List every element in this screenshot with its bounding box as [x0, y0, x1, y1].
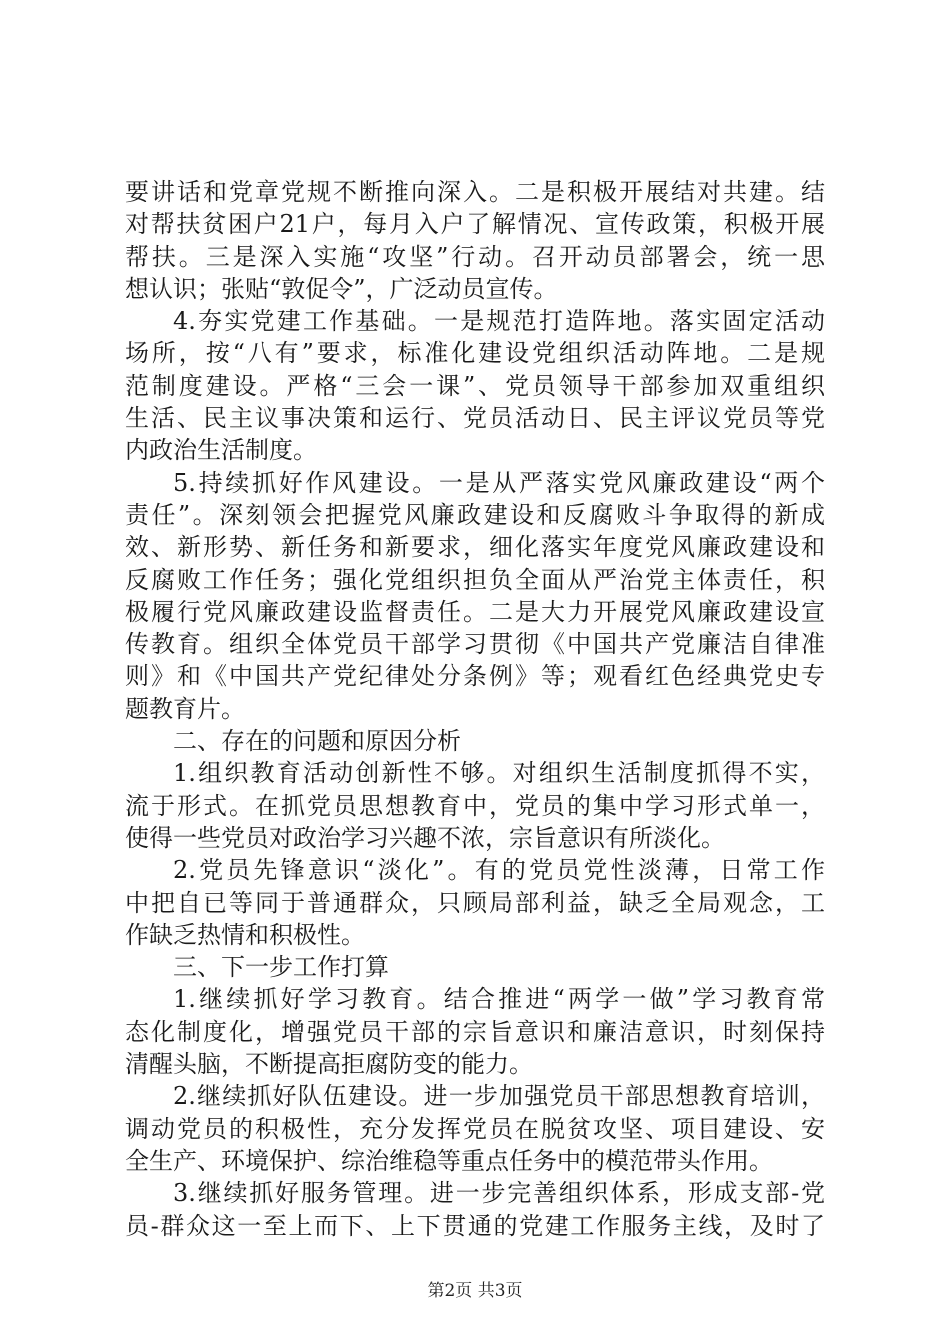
text-line: 4.夯实党建工作基础。一是规范打造阵地。落实固定活动 [173, 307, 825, 336]
text-line: 1.继续抓好学习教育。结合推进“两学一做”学习教育常 [173, 985, 825, 1014]
text-line: 员-群众这一至上而下、上下贯通的党建工作服务主线，及时了 [125, 1211, 825, 1240]
text-line: 3.继续抓好服务管理。进一步完善组织体系，形成支部-党 [173, 1179, 825, 1208]
text-line: 调动党员的积极性，充分发挥党员在脱贫攻坚、项目建设、安 [125, 1114, 825, 1143]
text-line: 则》和《中国共产党纪律处分条例》等；观看红色经典党史专 [125, 662, 825, 691]
text-line: 想认识；张贴“敦促令”，广泛动员宣传。 [125, 274, 558, 303]
page-footer: 第2页 共3页 [427, 1281, 523, 1301]
text-line: 责任”。深刻领会把握党风廉政建设和反腐败斗争取得的新成 [125, 500, 825, 529]
text-line: 反腐败工作任务；强化党组织担负全面从严治党主体责任，积 [125, 565, 825, 594]
text-line: 要讲话和党章党规不断推向深入。二是积极开展结对共建。结 [125, 178, 825, 206]
document-body [125, 176, 825, 1242]
text-line: 极履行党风廉政建设监督责任。二是大力开展党风廉政建设宣 [125, 597, 825, 626]
text-line: 场所，按“八有”要求，标准化建设党组织活动阵地。二是规 [125, 339, 825, 368]
text-line: 2.继续抓好队伍建设。进一步加强党员干部思想教育培训， [173, 1082, 825, 1111]
text-line: 帮扶。三是深入实施“攻坚”行动。召开动员部署会，统一思 [125, 242, 825, 271]
text-line: 对帮扶贫困户21户，每月入户了解情况、宣传政策，积极开展 [125, 210, 825, 239]
text-line: 内政治生活制度。 [125, 436, 317, 465]
text-line: 5.持续抓好作风建设。一是从严落实党风廉政建设“两个 [173, 468, 825, 497]
text-line: 传教育。组织全体党员干部学习贯彻《中国共产党廉洁自律准 [125, 630, 825, 659]
text-line: 三、下一步工作打算 [173, 953, 389, 982]
text-line: 中把自已等同于普通群众，只顾局部利益，缺乏全局观念，工 [125, 888, 825, 917]
text-line: 1.组织教育活动创新性不够。对组织生活制度抓得不实， [173, 759, 825, 788]
text-line: 2.党员先锋意识“淡化”。有的党员党性淡薄，日常工作 [173, 856, 825, 885]
text-line: 作缺乏热情和积极性。 [125, 920, 365, 949]
text-line: 生活、民主议事决策和运行、党员活动日、民主评议党员等党 [125, 404, 825, 433]
text-line: 使得一些党员对政治学习兴趣不浓，宗旨意识有所淡化。 [125, 823, 725, 852]
text-line: 效、新形势、新任务和新要求，细化落实年度党风廉政建设和 [125, 533, 825, 562]
text-line: 流于形式。在抓党员思想教育中，党员的集中学习形式单一， [125, 791, 825, 820]
text-line: 全生产、环境保护、综治维稳等重点任务中的模范带头作用。 [125, 1146, 773, 1175]
text-line: 范制度建设。严格“三会一课”、党员领导干部参加双重组织 [125, 371, 825, 400]
text-line: 题教育片。 [125, 694, 245, 723]
text-line: 清醒头脑，不断提高拒腐防变的能力。 [125, 1050, 533, 1079]
text-line: 态化制度化，增强党员干部的宗旨意识和廉洁意识，时刻保持 [125, 1017, 825, 1046]
text-line: 二、存在的问题和原因分析 [173, 727, 461, 756]
